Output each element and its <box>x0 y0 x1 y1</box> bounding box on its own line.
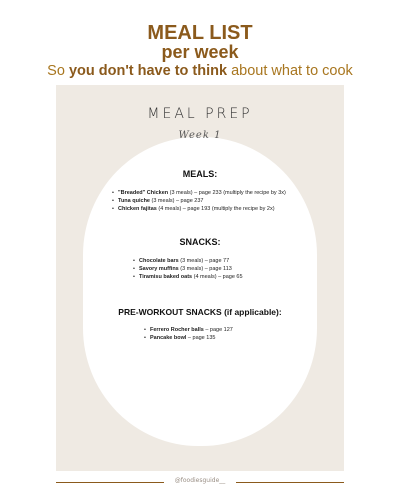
item-detail: – page 127 <box>203 327 233 333</box>
pre-workout-list <box>144 326 233 342</box>
list-item <box>133 265 243 273</box>
header-tagline <box>0 62 400 80</box>
list-item <box>133 273 243 281</box>
tagline-part-3: about what to cook <box>227 63 353 79</box>
item-detail: – page 135 <box>186 335 216 341</box>
list-item <box>144 326 233 334</box>
list-item <box>112 197 286 205</box>
section-title-meals: MEALS: <box>182 169 218 179</box>
header-subtitle: per week <box>161 42 239 62</box>
content-oval <box>83 137 317 446</box>
list-item <box>112 205 286 213</box>
card-week-label: Week 1 <box>178 130 222 141</box>
tagline-emphasis: you don't have to think <box>68 63 228 79</box>
item-name: Savory muffins <box>139 266 179 272</box>
item-detail: (3 meals) – page 237 <box>149 198 204 204</box>
item-detail: (4 meals) – page 65 <box>192 274 243 280</box>
item-name: Chocolate bars <box>139 258 179 264</box>
meal-prep-card <box>56 85 344 471</box>
meals-list <box>112 189 286 213</box>
item-name: Pancake bowl <box>150 335 187 341</box>
item-name: Tiramisu baked oats <box>139 274 193 280</box>
footer-handle: @foodiesguide__ <box>174 477 226 484</box>
item-detail: (3 meals) – page 113 <box>178 266 232 272</box>
item-detail: (3 meals) – page 233 (multiply the recipe by 3x) <box>168 190 286 196</box>
list-item <box>144 334 233 342</box>
list-item <box>133 257 243 265</box>
snacks-list <box>133 257 243 281</box>
card-title: MEAL PREP <box>147 106 253 122</box>
item-detail: (3 meals) – page 77 <box>178 258 230 264</box>
list-item <box>112 189 286 197</box>
item-detail: (4 meals) – page 193 (multiply the recipe by 2x) <box>156 206 275 212</box>
tagline-part-1: So <box>47 63 69 79</box>
item-name: "Breaded" Chicken <box>118 190 169 196</box>
item-name: Ferrero Rocher balls <box>150 327 204 333</box>
section-title-pre-workout: PRE-WORKOUT SNACKS (if applicable): <box>118 307 282 317</box>
section-title-snacks: SNACKS: <box>179 237 221 247</box>
item-name: Chicken fajitas <box>118 206 157 212</box>
header-title: MEAL LIST <box>147 22 253 44</box>
item-name: Tuna quiche <box>118 198 150 204</box>
